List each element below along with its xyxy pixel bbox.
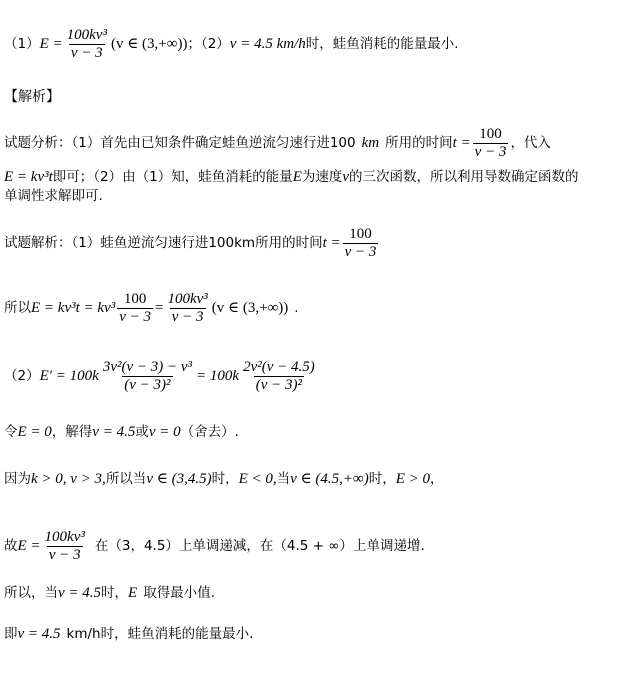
solution-line-5	[4, 472, 444, 487]
fraction-numerator: 100	[123, 291, 147, 307]
var-v: v	[342, 169, 350, 185]
derivative-lhs: E′ = 100k	[39, 368, 99, 384]
solution-line-3	[4, 360, 319, 393]
var-E: E	[292, 169, 302, 185]
velocity-value: v = 4.5	[17, 626, 61, 642]
fraction-denominator: (v − 3)²	[255, 377, 303, 393]
fraction-denominator: v − 3	[344, 244, 377, 260]
energy-expr: E = kv³t	[4, 169, 53, 185]
solution-text: 或	[135, 423, 149, 440]
solution-text: 时，	[368, 470, 396, 487]
separator: ；（2）	[187, 35, 230, 52]
solution-text: 所以	[4, 299, 31, 316]
period: .	[294, 299, 299, 316]
energy-eq: E =	[17, 538, 41, 554]
solution-text: 所以当	[105, 470, 147, 487]
solution-text: 所以，当	[4, 584, 58, 601]
derivative-fraction-2	[241, 360, 317, 393]
time-fraction	[473, 127, 509, 160]
monotonicity-text: 在（3，4.5）上单调递减，在（4.5 + ∞）上单调递增.	[94, 537, 425, 554]
section-title: 【解析】	[4, 89, 60, 105]
analysis-line-1	[4, 127, 551, 160]
analysis-text: 的三次函数，所以利用导数确定函数的	[349, 168, 579, 185]
equation: E = 0	[17, 424, 52, 440]
energy-expr: E = kv³t = kv³	[31, 300, 116, 316]
solution-line-8	[4, 627, 253, 642]
analysis-text: 试题分析：（1）首先由已知条件确定蛙鱼逆流匀速行进100	[4, 134, 356, 151]
velocity-value: v = 4.5 km/h	[229, 36, 306, 52]
unit-km: km	[361, 135, 380, 151]
interval-1: v ∈ (3,4.5)	[146, 471, 212, 487]
time-eq: t =	[452, 135, 471, 151]
root-1: v = 4.5	[92, 424, 136, 440]
analysis-line-2	[4, 170, 579, 185]
solution-text: （舍去）.	[180, 423, 239, 440]
fraction-numerator: 100kv³	[44, 529, 85, 545]
derivative-fraction-1	[101, 360, 194, 393]
part2-label: （2）	[4, 367, 40, 384]
energy-fraction	[165, 292, 209, 325]
solution-text: 因为	[4, 470, 31, 487]
fraction-numerator: 100	[479, 126, 502, 142]
analysis-line-3: 单调性求解即可.	[4, 188, 103, 204]
fraction-denominator: v − 3	[70, 45, 103, 61]
fraction-denominator: v − 3	[119, 309, 151, 325]
solution-text: 取得最小值.	[143, 584, 215, 601]
solution-text: 故	[4, 537, 18, 554]
solution-text: 时，	[101, 584, 129, 601]
fraction-denominator: v − 3	[474, 144, 507, 160]
energy-fraction	[65, 28, 109, 61]
conclusion-text: km/h时，蛙鱼消耗的能量最小.	[66, 625, 254, 642]
analysis-text: ，代入	[510, 134, 551, 151]
solution-text: 时，	[211, 470, 239, 487]
solution-text: 即	[4, 625, 18, 642]
part1-label: （1）	[4, 35, 40, 52]
solution-text: 试题解析：（1）蛙鱼逆流匀速行进100km所用的时间	[4, 234, 323, 251]
conditions: k > 0, v > 3,	[31, 471, 106, 487]
solution-text: ，	[430, 470, 444, 487]
solution-text: ，解得	[51, 423, 93, 440]
fraction-numerator: 100kv³	[167, 291, 208, 307]
solution-line-4	[4, 425, 239, 440]
solution-line-7	[4, 586, 215, 601]
solution-text: 当	[276, 470, 291, 487]
analysis-text: 所用的时间	[385, 134, 453, 151]
time-eq: t =	[322, 235, 341, 251]
sign-1: E < 0,	[238, 471, 277, 487]
energy-fraction	[43, 530, 87, 563]
fraction-denominator: (v − 3)²	[124, 377, 171, 393]
analysis-text: 即可；（2）由（1）知，蛙鱼消耗的能量	[52, 168, 293, 185]
domain: (v ∈ (3,+∞))	[110, 36, 188, 52]
answer-line	[4, 28, 459, 61]
fraction-denominator: v − 3	[48, 547, 81, 563]
time-fraction	[117, 292, 153, 325]
root-2: v = 0	[148, 424, 181, 440]
equals: =	[154, 300, 164, 316]
fraction-numerator: 2v²(v − 4.5)	[243, 359, 315, 375]
fraction-numerator: 100	[349, 226, 372, 242]
fraction-numerator: 100kv³	[66, 27, 107, 43]
fraction-denominator: v − 3	[171, 309, 204, 325]
equals-100k: = 100k	[196, 368, 240, 384]
solution-line-2	[4, 292, 299, 325]
sign-2: E > 0	[395, 471, 430, 487]
velocity-value: v = 4.5	[58, 585, 102, 601]
solution-line-6	[4, 530, 425, 563]
solution-text: 令	[4, 423, 18, 440]
conclusion-text: 时，蛙鱼消耗的能量最小.	[305, 35, 459, 52]
time-fraction	[343, 227, 379, 260]
var-E: E	[128, 585, 138, 601]
fraction-numerator: 3v²(v − 3) − v³	[102, 359, 193, 375]
interval-2: v ∈ (4.5,+∞)	[290, 471, 369, 487]
energy-eq: E =	[39, 36, 63, 52]
analysis-text: 为速度	[301, 168, 343, 185]
solution-line-1	[4, 227, 380, 260]
domain: (v ∈ (3,+∞))	[211, 300, 289, 316]
